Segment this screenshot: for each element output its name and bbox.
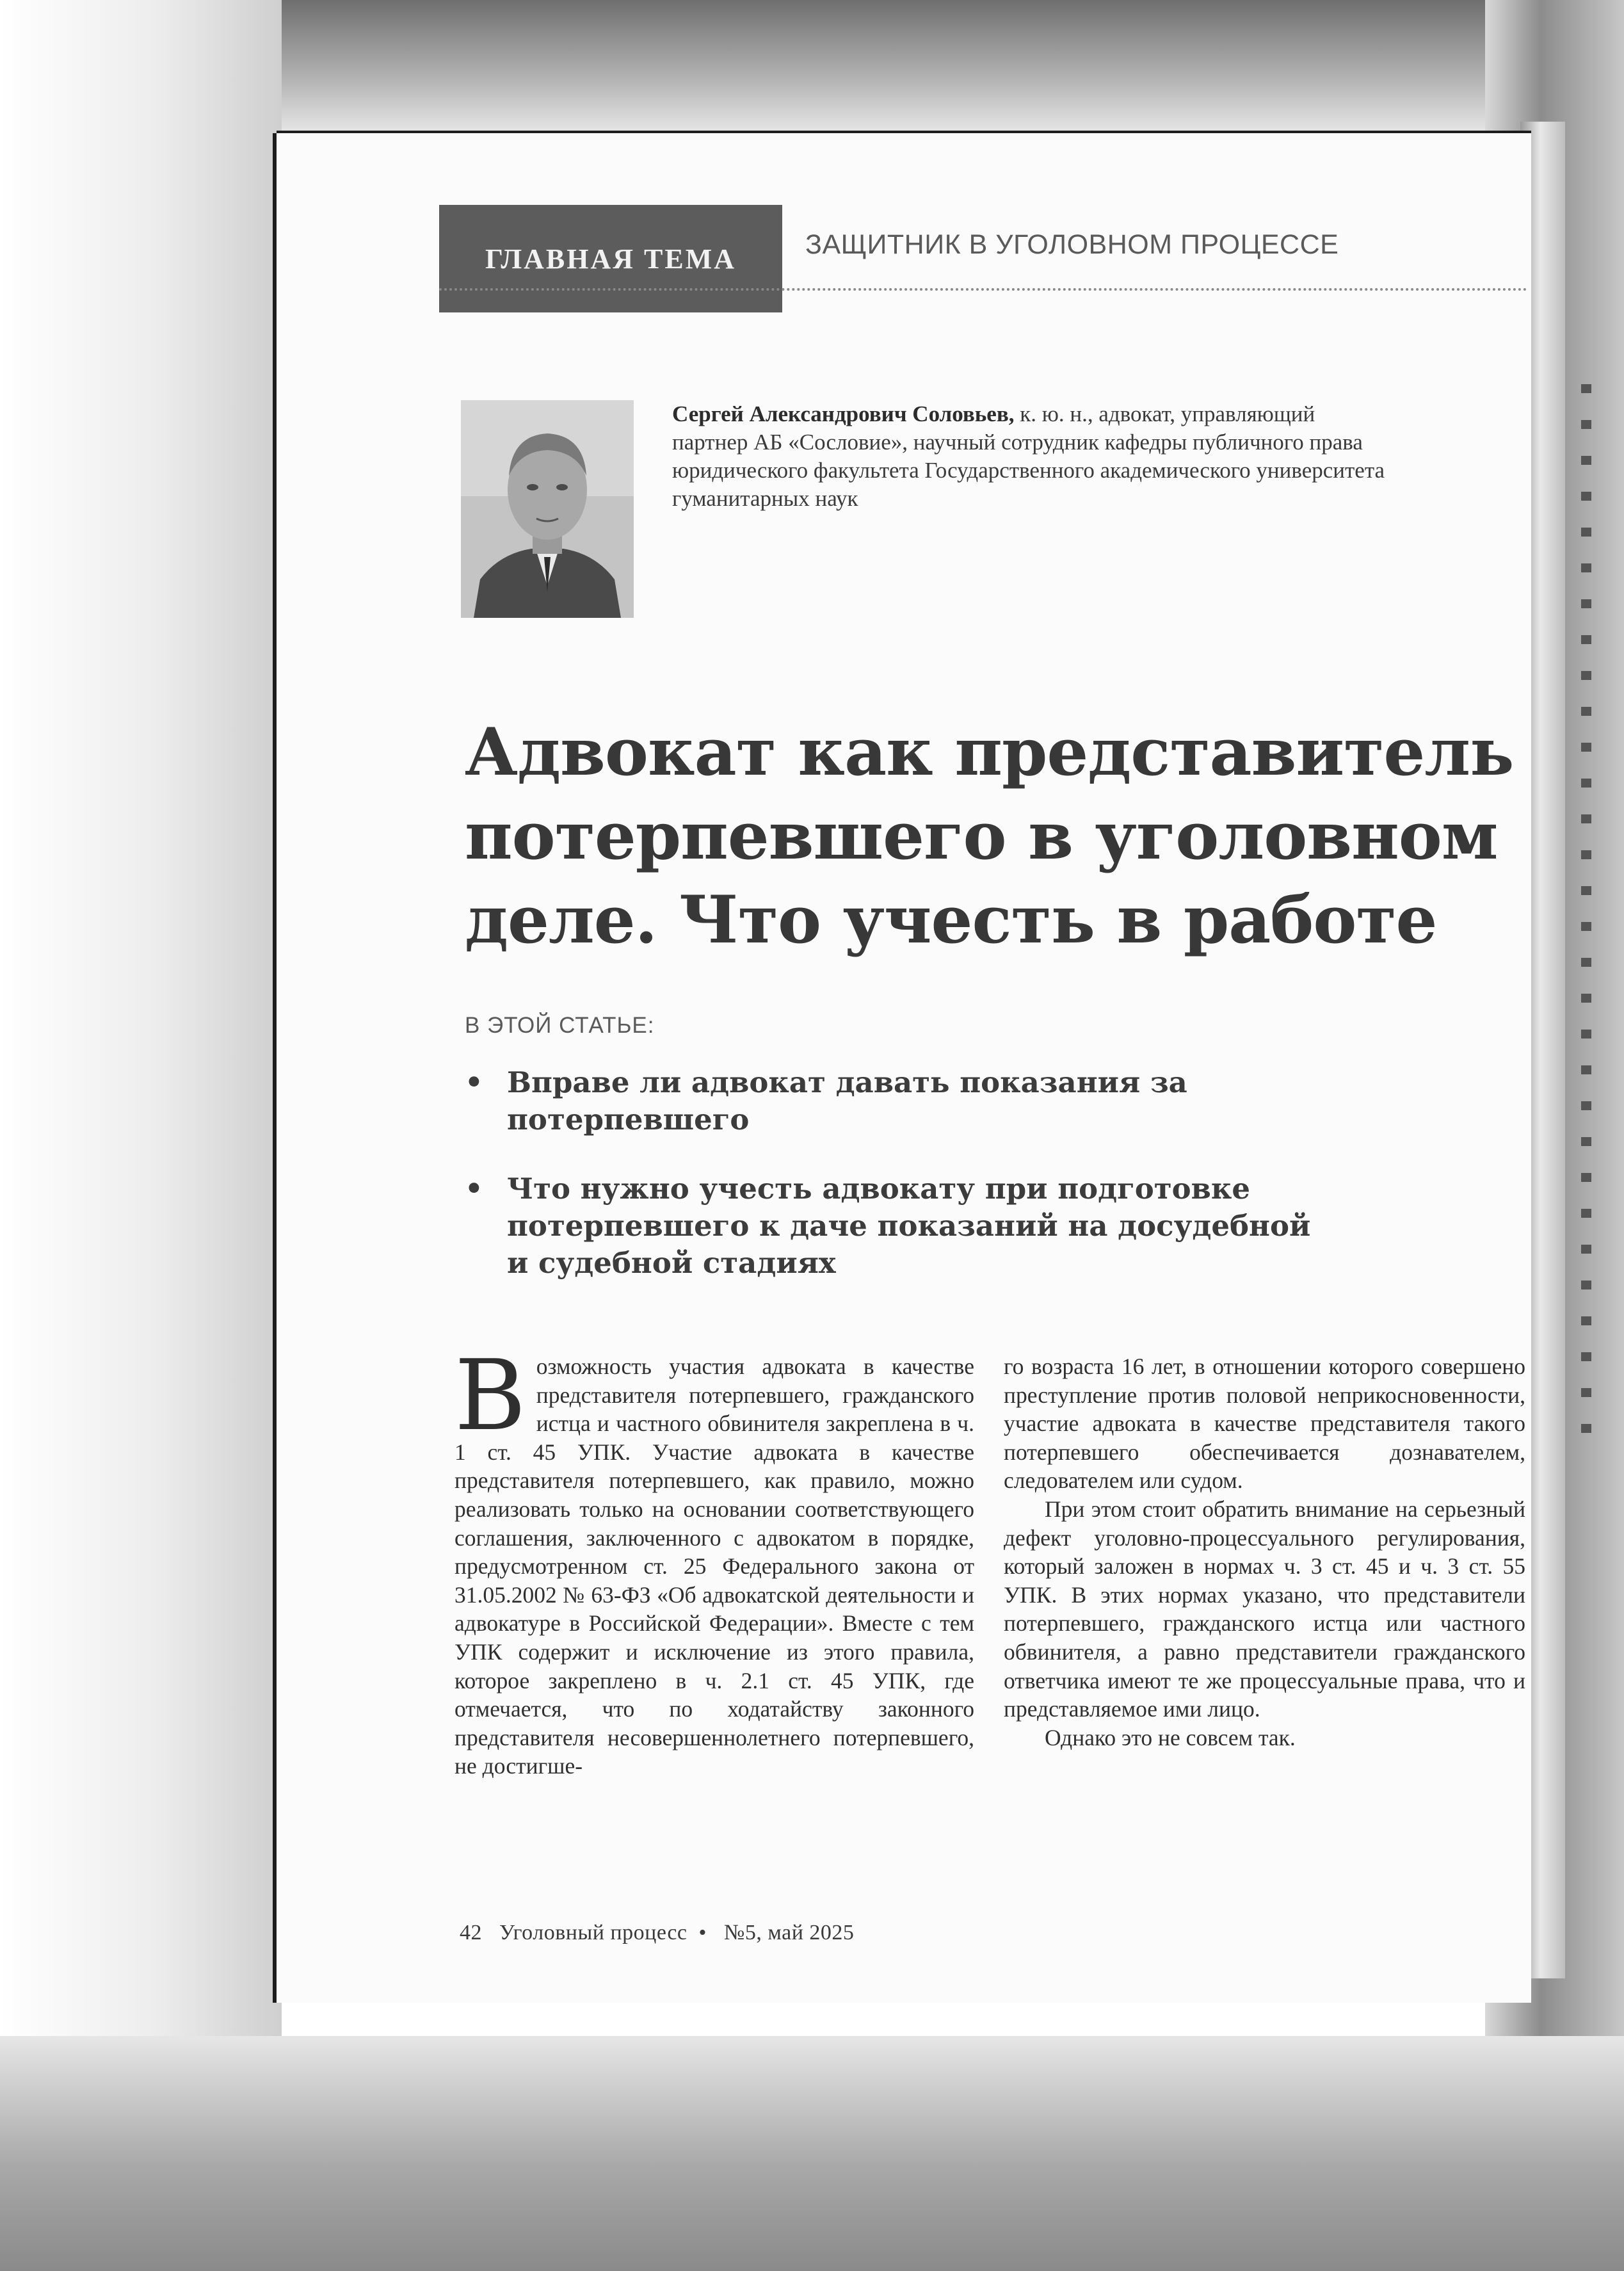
headline-line: деле. Что учесть в работе bbox=[465, 882, 1437, 958]
section-title: ЗАЩИТНИК В УГОЛОВНОМ ПРОЦЕССЕ bbox=[805, 229, 1339, 260]
body-paragraph: При этом стоит обратить внимание на серьезный дефект уголовно-процессуального регулирования, который заложен в нормах ч. 3 ст. 45 и ч. 3 ст. 55 УПК. В этих нормах указано, что представители потерпевшего, гражданского истца или частного обвинителя, а равно представители гражданского ответчика имеют те же процессуальные права, что и представляемое ими лицо. bbox=[1004, 1496, 1525, 1722]
list-item-text: Вправе ли адвокат давать показания за потерпевшего bbox=[507, 1065, 1187, 1136]
footer-separator: • bbox=[698, 1921, 707, 1944]
list-item bbox=[465, 1064, 1425, 1138]
headline-line: Адвокат как представитель bbox=[465, 714, 1514, 791]
list-item bbox=[465, 1170, 1320, 1282]
next-page-edge bbox=[1581, 384, 1607, 1460]
body-paragraph: озможность участия адвоката в качестве представителя потерпевшего, гражданского истца и частного обвинителя закреплена в ч. 1 ст. 45 УПК. Участие адвоката в качестве представителя потерпевшего, как правило, можно реализовать только на основании соответствующего соглашения, заключенного с адвокатом в порядке, предусмотренном ст. 25 Федерального закона от 31.05.2002 № 63-ФЗ «Об адвокатской деятельности и адвокатуре в Российской Федерации». Вместе с тем УПК содержит и исключение из этого правила, которое закреплено в ч. 2.1 ст. 45 УПК, где отмечается, что по ходатайству законного представителя несовершеннолетнего потерпевшего, не достигше- bbox=[454, 1354, 974, 1779]
author-name: Сергей Александрович Соловьев, bbox=[672, 401, 1015, 426]
page-number: 42 bbox=[460, 1921, 482, 1944]
author-photo bbox=[461, 400, 634, 618]
body-column-right bbox=[1004, 1352, 1525, 1752]
body-paragraph: Однако это не совсем так. bbox=[1045, 1724, 1296, 1750]
in-article-list bbox=[465, 1064, 1425, 1314]
bullet-icon: • bbox=[465, 1065, 483, 1099]
rubric-label: ГЛАВНАЯ ТЕМА bbox=[439, 205, 782, 312]
issue-info: №5, май 2025 bbox=[723, 1921, 855, 1944]
scan-shadow-left bbox=[0, 0, 282, 2271]
drop-cap: В bbox=[454, 1339, 526, 1452]
body-paragraph: го возраста 16 лет, в отношении которого совершено преступление против половой неприкосновенности, участие адвоката в качестве представителя такого потерпевшего обеспечивается дознавателем, следователем или судом. bbox=[1004, 1354, 1525, 1494]
list-item-text: Что нужно учесть адвокату при подготовке потерпевшего к даче показаний на досудебной и судебной стадиях bbox=[507, 1172, 1311, 1280]
body-column-left bbox=[454, 1339, 974, 1781]
article-headline bbox=[465, 711, 1521, 962]
in-article-label: В ЭТОЙ СТАТЬЕ: bbox=[465, 1013, 655, 1038]
author-bio-line: юридического факультета Государственного академического университета bbox=[672, 458, 1385, 483]
page-footer bbox=[460, 1921, 865, 1945]
author-bio bbox=[672, 400, 1498, 513]
author-bio-line: гуманитарных наук bbox=[672, 486, 858, 511]
author-bio-line: партнер АБ «Сословие», научный сотрудник кафедры публичного права bbox=[672, 430, 1363, 455]
headline-line: потерпевшего в уголовном bbox=[465, 798, 1498, 875]
header-divider bbox=[439, 288, 1527, 291]
bullet-icon: • bbox=[465, 1172, 483, 1206]
scan-shadow-bottom bbox=[0, 2036, 1624, 2271]
author-bio-line: к. ю. н., адвокат, управляющий bbox=[1014, 401, 1315, 426]
journal-name: Уголовный процесс bbox=[499, 1921, 687, 1944]
author-portrait-icon bbox=[461, 400, 634, 618]
